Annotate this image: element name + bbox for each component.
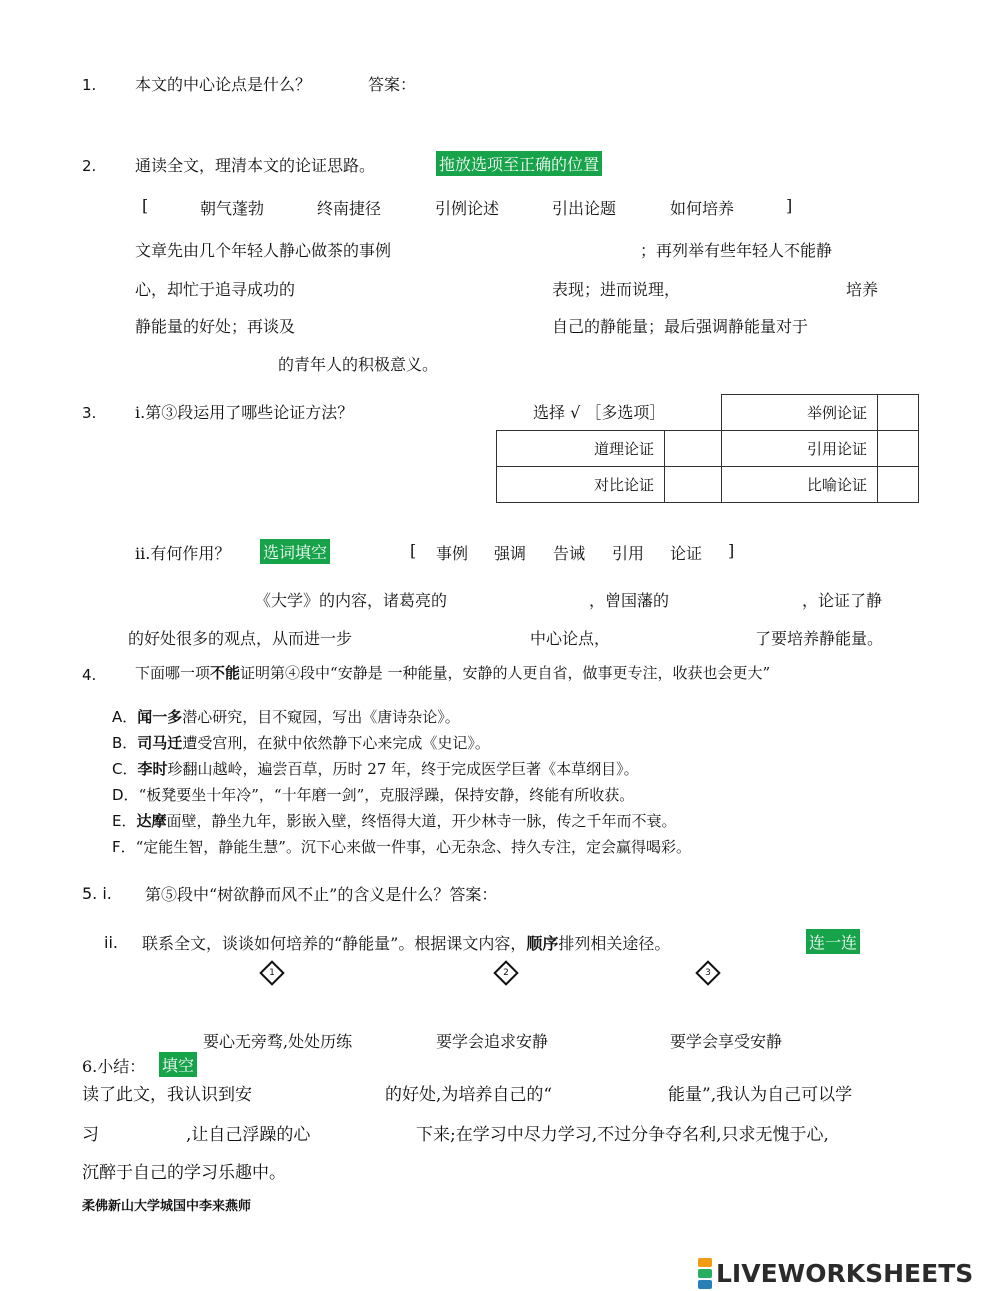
marker-number: 2 [503, 968, 509, 978]
q2-text-line2a: 心，却忙于追寻成功的 [135, 280, 296, 299]
q2-option-1[interactable]: 朝气蓬勃 [200, 199, 265, 218]
table-row [497, 395, 919, 431]
q3-text-line1c: ，论证了静 [802, 591, 883, 610]
logo-bar [698, 1258, 712, 1267]
q5-match-tag: 连一连 [806, 929, 860, 954]
q3-blank-1[interactable] [168, 584, 253, 610]
q2-text-line1b: ；再列举有些年轻人不能静 [640, 241, 833, 260]
q2-option-3[interactable]: 引例论述 [435, 199, 500, 218]
checkbox-quotation[interactable] [878, 431, 919, 467]
q5-match-item-1[interactable]: 要心无旁骛,处处历练 [203, 1032, 353, 1051]
checkbox-metaphor[interactable] [878, 467, 919, 503]
q5-part-ii-number: ii. [104, 933, 118, 952]
q5-part-ii-question [142, 931, 670, 954]
q3-methods-table [496, 394, 919, 503]
q5-match-item-3[interactable]: 要学会享受安静 [670, 1032, 783, 1051]
q3-text-line1b: ，曾国藩的 [589, 591, 670, 610]
method-label-metaphor: 比喻论证 [722, 467, 878, 503]
q2-text-line2b: 表现；进而说理， [552, 280, 681, 299]
q3-part-ii-question: ii.有何作用？ [135, 544, 231, 563]
option-text: “定能生智，静能生慧”。沉下心来做一件事，心无杂念、持久专注，定会赢得喝彩。 [135, 838, 691, 856]
q3-blank-3[interactable] [695, 584, 795, 610]
q6-text-line1b: 的好处,为培养自己的“ [385, 1085, 553, 1105]
match-marker-1[interactable] [259, 960, 284, 985]
q2-text-line3b: 自己的静能量；最后强调静能量对于 [552, 317, 809, 336]
option-letter: A． [112, 708, 138, 726]
q3-text-line2b: 中心论点， [530, 629, 611, 648]
option-letter: C． [112, 760, 138, 778]
marker-number: 1 [269, 968, 275, 978]
q6-blank-4[interactable] [338, 1116, 413, 1142]
empty-cell [665, 395, 722, 431]
option-letter: D． [112, 786, 139, 804]
q1-question: 本文的中心论点是什么？ [135, 75, 312, 94]
q4-option-e[interactable] [112, 810, 677, 831]
q6-blank-3[interactable] [102, 1116, 184, 1142]
q2-option-2[interactable]: 终南捷径 [317, 199, 382, 218]
q3-select-label: 选择 √ ［多选项］ [533, 403, 666, 422]
q2-option-4[interactable]: 引出论题 [552, 199, 617, 218]
option-bold-name: 司马迁 [137, 734, 183, 752]
logo-bar [698, 1280, 712, 1289]
option-bold-name: 闻一多 [137, 708, 183, 726]
q4-number: 4. [82, 666, 97, 684]
author-credit: 柔佛新山大学城国中李来燕师 [82, 1199, 252, 1214]
option-text: 潜心研究，目不窥园，写出《唐诗杂论》。 [182, 708, 460, 726]
q2-option-5[interactable]: 如何培养 [670, 199, 735, 218]
q6-text-line1a: 读了此文，我认识到安 [82, 1085, 252, 1105]
q2-drop-zone-3[interactable] [700, 273, 840, 299]
q3-blank-4[interactable] [430, 622, 525, 648]
option-bold-name: 达摩 [136, 812, 167, 830]
q5-match-item-2[interactable]: 要学会追求安静 [436, 1032, 549, 1051]
q5-part-i-question: 第⑤段中“树欲静而风不止”的含义是什么？答案： [145, 885, 498, 904]
marker-number: 3 [705, 968, 711, 978]
q3-bracket-open: [ [410, 541, 417, 560]
option-text: 面壁，静坐九年，影嵌入壁，终悟得大道，开少林寺一脉，传之千年而不衰。 [166, 812, 677, 830]
q2-text-line1a: 文章先由几个年轻人静心做茶的事例 [135, 241, 392, 260]
checkbox-reasoning[interactable] [665, 431, 722, 467]
q3-word-4[interactable]: 引用 [612, 544, 645, 563]
q2-drop-zone-5[interactable] [135, 348, 275, 374]
q3-text-line2c: 了要培养静能量。 [755, 629, 884, 648]
q6-text-line2b: ,让自己浮躁的心 [186, 1125, 311, 1145]
q4-question-bold: 不能 [210, 664, 241, 682]
q5-ii-post: 排列相关途径。 [558, 934, 671, 953]
q2-drop-zone-2[interactable] [335, 273, 545, 299]
q5-ii-pre: 联系全文，谈谈如何培养的“静能量”。根据课文内容， [142, 934, 527, 953]
q2-question: 通读全文，理清本文的论证思路。 [135, 156, 376, 175]
q4-option-d[interactable] [112, 784, 634, 805]
method-label-quotation: 引用论证 [722, 431, 878, 467]
q2-drop-zone-1[interactable] [450, 234, 635, 260]
method-label-contrast: 对比论证 [497, 467, 665, 503]
q5-ii-bold: 顺序 [526, 934, 559, 953]
option-letter: B． [112, 734, 138, 752]
q2-bracket-open: [ [142, 196, 149, 215]
q2-text-line4: 的青年人的积极意义。 [278, 355, 439, 374]
match-marker-2[interactable] [493, 960, 518, 985]
q6-blank-2[interactable] [598, 1076, 668, 1102]
brand-name: LIVEWORKSHEETS [716, 1258, 974, 1288]
table-row [497, 431, 919, 467]
q6-fill-tag: 填空 [159, 1052, 197, 1077]
q3-number: 3. [82, 404, 97, 422]
q3-word-5[interactable]: 论证 [670, 544, 703, 563]
option-letter: F． [112, 838, 136, 856]
q1-number: 1. [82, 76, 97, 94]
q3-blank-2[interactable] [492, 584, 587, 610]
q4-question-pre: 下面哪一项 [135, 664, 211, 682]
option-bold-name: 李时 [137, 760, 168, 778]
checkbox-contrast[interactable] [665, 467, 722, 503]
q2-text-line2c: 培养 [846, 280, 879, 299]
q1-answer-label: 答案： [368, 75, 417, 94]
option-text: 珍翻山越岭，遍尝百草，历时 27 年，终于完成医学巨著《本草纲目》。 [167, 760, 639, 778]
q4-option-a[interactable] [112, 706, 460, 727]
q6-text-line1c: 能量”,我认为自己可以学 [668, 1085, 853, 1105]
q3-text-line1a: 《大学》的内容，诸葛亮的 [255, 591, 448, 610]
q3-bracket-close: ] [728, 541, 735, 560]
q6-text-line2a: 习 [82, 1125, 99, 1145]
q4-question-post: 证明第④段中“安静是 一种能量，安静的人更自省，做事更专注，收获也会更大” [240, 664, 771, 682]
q2-drag-drop-tag: 拖放选项至正确的位置 [436, 151, 602, 176]
table-row [497, 467, 919, 503]
q3-blank-5[interactable] [620, 622, 750, 648]
q6-blank-1[interactable] [265, 1076, 380, 1102]
q3-word-1[interactable]: 事例 [436, 544, 469, 563]
q6-text-line3: 沉醉于自己的学习乐趣中。 [82, 1163, 286, 1183]
q2-bracket-close: ] [786, 196, 793, 215]
q6-label: 6.小结： [82, 1057, 146, 1076]
option-text: “板凳要坐十年冷”，“十年磨一剑”，克服浮躁，保持安静，终能有所收获。 [138, 786, 635, 804]
q4-option-f[interactable] [112, 836, 691, 857]
q3-text-line2a: 的好处很多的观点，从而进一步 [128, 629, 353, 648]
q2-text-line3a: 静能量的好处；再谈及 [135, 317, 296, 336]
option-text: 遭受宫刑，在狱中依然静下心来完成《史记》。 [182, 734, 490, 752]
q5-number: 5. i. [82, 884, 112, 903]
q6-text-line2c: 下来;在学习中尽力学习,不过分争夺名利,只求无愧于心, [416, 1125, 829, 1145]
empty-cell [497, 395, 665, 431]
method-label-example: 举例论证 [722, 395, 878, 431]
q4-question [135, 662, 770, 683]
q2-drop-zone-4[interactable] [335, 310, 545, 336]
checkbox-example[interactable] [878, 395, 919, 431]
q2-number: 2. [82, 157, 97, 175]
q3-word-2[interactable]: 强调 [494, 544, 527, 563]
q4-option-b[interactable] [112, 732, 490, 753]
q4-option-c[interactable] [112, 758, 639, 779]
logo-bar [698, 1269, 712, 1278]
liveworksheets-logo[interactable] [698, 1258, 973, 1288]
option-letter: E． [112, 812, 137, 830]
q3-part-i-question: i.第③段运用了哪些论证方法？ [135, 403, 354, 422]
liveworksheets-icon [698, 1257, 712, 1290]
q3-word-3[interactable]: 告诫 [553, 544, 586, 563]
q3-fill-word-tag: 选词填空 [260, 539, 330, 564]
match-marker-3[interactable] [695, 960, 720, 985]
method-label-reasoning: 道理论证 [497, 431, 665, 467]
